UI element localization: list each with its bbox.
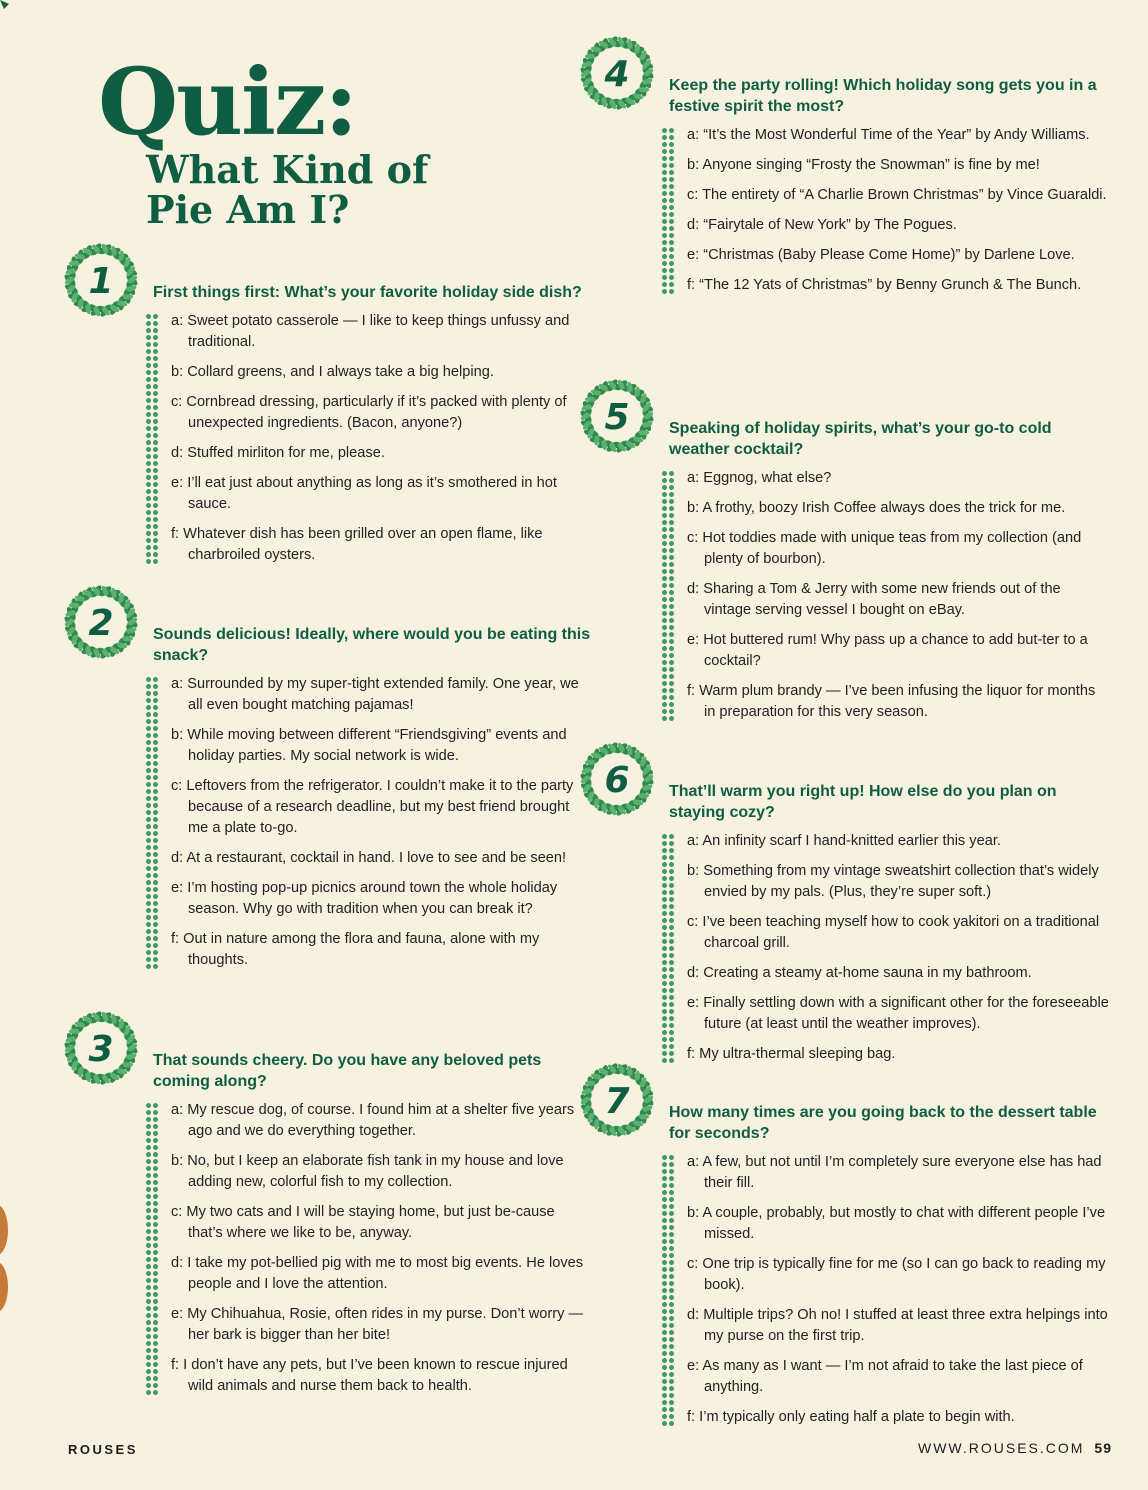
answer-option: f: “The 12 Yats of Christmas” by Benny Grunch & The Bunch. [687, 277, 1082, 293]
question-number: 3 [88, 1029, 114, 1070]
answer-option: e: Hot buttered rum! Why pass up a chance to add but-ter to a cocktail? [687, 632, 1088, 669]
answer-list [669, 831, 1109, 1065]
question-text: Sounds delicious! Ideally, where would you be eating this snack? [153, 626, 591, 664]
answer-list [669, 468, 1109, 723]
answer-option: a: “It’s the Most Wonderful Time of the Year” by Andy Williams. [687, 127, 1090, 143]
corner-arrow-icon [0, 0, 10, 10]
quiz-title: Quiz: [98, 48, 357, 156]
question-number: 6 [604, 760, 630, 801]
answer-option: d: At a restaurant, cocktail in hand. I love to see and be seen! [171, 850, 567, 866]
answer-option: d: Stuffed mirliton for me, please. [171, 445, 385, 461]
answer-option: e: My Chihuahua, Rosie, often rides in my purse. Don’t worry — her bark is bigger than her bite! [171, 1306, 584, 1343]
wreath-icon [575, 1058, 659, 1142]
answer-option: d: I take my pot-bellied pig with me to most big events. He loves people and I love the attention. [171, 1255, 584, 1292]
answer-list [153, 311, 593, 566]
answer-option: c: One trip is typically fine for me (so I can go back to reading my book). [687, 1256, 1106, 1293]
answer-option: f: I’m typically only eating half a plate to begin with. [687, 1409, 1015, 1425]
answer-option: c: Cornbread dressing, particularly if it’s packed with plenty of unexpected ingredients. (Bacon, anyone?) [171, 394, 567, 431]
answer-option: b: Collard greens, and I always take a big helping. [171, 364, 494, 380]
edge-decoration [0, 1262, 8, 1312]
dotted-line [145, 1102, 159, 1395]
answer-option: b: Anyone singing “Frosty the Snowman” is fine by me! [687, 157, 1040, 173]
question-text: Keep the party rolling! Which holiday song gets you in a festive spirit the most? [669, 77, 1097, 115]
quiz-subtitle [146, 147, 429, 232]
dotted-line [661, 127, 675, 294]
question-5 [604, 397, 1109, 732]
answer-option: d: Multiple trips? Oh no! I stuffed at least three extra helpings into my purse on the first trip. [687, 1307, 1108, 1344]
answer-option: a: Sweet potato casserole — I like to keep things unfussy and traditional. [171, 313, 570, 350]
question-text: That sounds cheery. Do you have any beloved pets coming along? [153, 1052, 542, 1090]
answer-option: c: I’ve been teaching myself how to cook yakitori on a traditional charcoal grill. [687, 914, 1100, 951]
answer-option: d: “Fairytale of New York” by The Pogues. [687, 217, 957, 233]
answer-option: b: A couple, probably, but mostly to chat with different people I’ve missed. [687, 1205, 1106, 1242]
question-number: 2 [88, 603, 114, 644]
question-number: 1 [88, 261, 114, 302]
wreath-icon [575, 31, 659, 115]
wreath-icon [59, 238, 143, 322]
question-text: That’ll warm you right up! How else do you plan on staying cozy? [669, 783, 1057, 821]
dotted-line [661, 470, 675, 721]
wreath-icon [59, 1006, 143, 1090]
answer-option: c: My two cats and I will be staying home, but just be-cause that’s where we like to be, anyway. [171, 1204, 555, 1241]
answer-option: f: I don’t have any pets, but I’ve been known to rescue injured wild animals and nurse them back to health. [171, 1357, 568, 1394]
answer-option: f: Out in nature among the flora and fauna, alone with my thoughts. [171, 931, 540, 968]
answer-list [153, 1100, 593, 1397]
answer-option: a: My rescue dog, of course. I found him at a shelter five years ago and we do everything together. [171, 1102, 575, 1139]
answer-option: f: Whatever dish has been grilled over an open flame, like charbroiled oysters. [171, 526, 543, 563]
answer-option: c: Hot toddies made with unique teas from my collection (and plenty of bourbon). [687, 530, 1082, 567]
wreath-icon [575, 737, 659, 821]
answer-option: a: An infinity scarf I hand-knitted earlier this year. [687, 833, 1001, 849]
subtitle-line-2: Pie Am I? [146, 187, 350, 232]
question-number: 7 [604, 1081, 630, 1122]
answer-option: b: Something from my vintage sweatshirt collection that’s widely envied by my pals. (Plus, they’re super soft.) [687, 863, 1099, 900]
footer-url: WWW.ROUSES.COM [917, 1440, 1085, 1456]
answer-option: c: Leftovers from the refrigerator. I couldn’t make it to the party because of a research deadline, but my best friend brought me a plate to-go. [171, 778, 574, 836]
answer-option: f: Warm plum brandy — I’ve been infusing the liquor for months in preparation for this very season. [687, 683, 1096, 720]
answer-option: b: A frothy, boozy Irish Coffee always does the trick for me. [687, 500, 1066, 516]
answer-option: e: “Christmas (Baby Please Come Home)” by Darlene Love. [687, 247, 1075, 263]
dotted-line [145, 676, 159, 969]
answer-list [669, 1152, 1109, 1428]
dotted-line [661, 1154, 675, 1426]
edge-decoration [0, 1205, 8, 1255]
question-3 [88, 1029, 593, 1406]
page-number: 59 [1094, 1440, 1112, 1456]
answer-option: e: Finally settling down with a significant other for the foreseeable future (at least until the weather improves). [687, 995, 1109, 1032]
answer-option: d: Sharing a Tom & Jerry with some new friends out of the vintage serving vessel I bought on eBay. [687, 581, 1061, 618]
question-number: 5 [604, 397, 630, 438]
wreath-icon [575, 374, 659, 458]
dotted-line [145, 313, 159, 564]
wreath-icon [59, 580, 143, 664]
answer-list [153, 674, 593, 971]
question-1 [88, 261, 593, 575]
answer-option: b: While moving between different “Friendsgiving” events and holiday parties. My social network is wide. [171, 727, 567, 764]
answer-option: a: Eggnog, what else? [687, 470, 832, 486]
question-number: 4 [604, 54, 630, 95]
question-2 [88, 603, 593, 980]
answer-option: a: A few, but not until I’m completely sure everyone else has had their fill. [687, 1154, 1102, 1191]
footer-right [918, 1440, 1112, 1456]
answer-list [669, 125, 1109, 296]
answer-option: d: Creating a steamy at-home sauna in my bathroom. [687, 965, 1032, 981]
question-6 [604, 760, 1109, 1074]
dotted-line [661, 833, 675, 1063]
answer-option: e: I’m hosting pop-up picnics around town the whole holiday season. Why go with tradition when you can break it? [171, 880, 558, 917]
answer-option: a: Surrounded by my super-tight extended family. One year, we all even bought matching pajamas! [171, 676, 579, 713]
footer-brand: ROUSES [68, 1442, 138, 1457]
question-text: First things first: What’s your favorite holiday side dish? [153, 284, 582, 301]
answer-option: f: My ultra-thermal sleeping bag. [687, 1046, 896, 1062]
question-text: How many times are you going back to the dessert table for seconds? [669, 1104, 1097, 1142]
answer-option: e: I’ll eat just about anything as long as it’s smothered in hot sauce. [171, 475, 557, 512]
question-4 [604, 54, 1109, 305]
question-text: Speaking of holiday spirits, what’s your go-to cold weather cocktail? [669, 420, 1052, 458]
answer-option: b: No, but I keep an elaborate fish tank in my house and love adding new, colorful fish to my collection. [171, 1153, 564, 1190]
subtitle-line-1: What Kind of [146, 147, 429, 192]
answer-option: c: The entirety of “A Charlie Brown Christmas” by Vince Guaraldi. [687, 187, 1107, 203]
question-7 [604, 1081, 1109, 1437]
answer-option: e: As many as I want — I’m not afraid to take the last piece of anything. [687, 1358, 1083, 1395]
